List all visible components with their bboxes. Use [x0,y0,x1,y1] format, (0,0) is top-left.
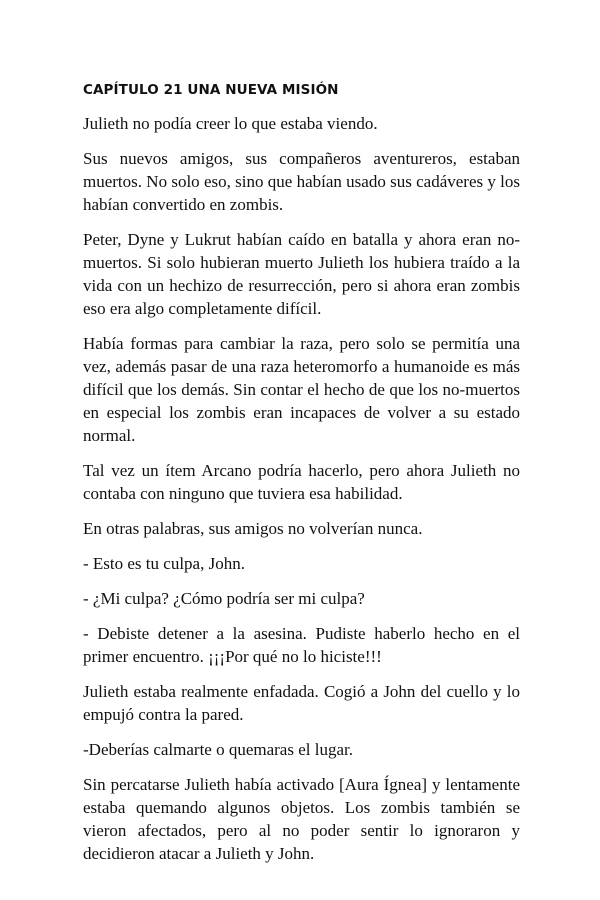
paragraph: Sus nuevos amigos, sus compañeros aventureros, estaban muertos. No solo eso, sino que habían usado sus cadáveres y los habían convertido en zombis. [83,149,520,214]
dialogue-line: - Debiste detener a la asesina. Pudiste haberlo hecho en el primer encuentro. ¡¡¡Por qué no lo hiciste!!! [83,624,520,666]
book-page [83,80,520,877]
paragraph: En otras palabras, sus amigos no volverían nunca. [83,519,423,538]
paragraph: Julieth no podía creer lo que estaba viendo. [83,114,378,133]
paragraph: Julieth estaba realmente enfadada. Cogió a John del cuello y lo empujó contra la pared. [83,682,520,724]
paragraph: Peter, Dyne y Lukrut habían caído en batalla y ahora eran no-muertos. Si solo hubieran muerto Julieth los hubiera traído a la vida con un hechizo de resurrección, pero si ahora eran zombis eso era algo completamente difícil. [83,230,520,318]
paragraph: Tal vez un ítem Arcano podría hacerlo, pero ahora Julieth no contaba con ninguno que tuviera esa habilidad. [83,461,520,503]
dialogue-line: - ¿Mi culpa? ¿Cómo podría ser mi culpa? [83,589,365,608]
dialogue-line: - Esto es tu culpa, John. [83,554,245,573]
dialogue-line: -Deberías calmarte o quemaras el lugar. [83,740,353,759]
paragraph: Había formas para cambiar la raza, pero solo se permitía una vez, además pasar de una raza heteromorfo a humanoide es más difícil que los demás. Sin contar el hecho de que los no-muertos en especial los zombis eran incapaces de volver a su estado normal. [83,334,520,445]
paragraph: Sin percatarse Julieth había activado [Aura Ígnea] y lentamente estaba quemando algunos objetos. Los zombis también se vieron afectados, pero al no poder sentir lo ignoraron y decidieron atacar a Julieth y John. [83,775,520,863]
chapter-title: CAPÍTULO 21 UNA NUEVA MISIÓN [83,82,339,98]
